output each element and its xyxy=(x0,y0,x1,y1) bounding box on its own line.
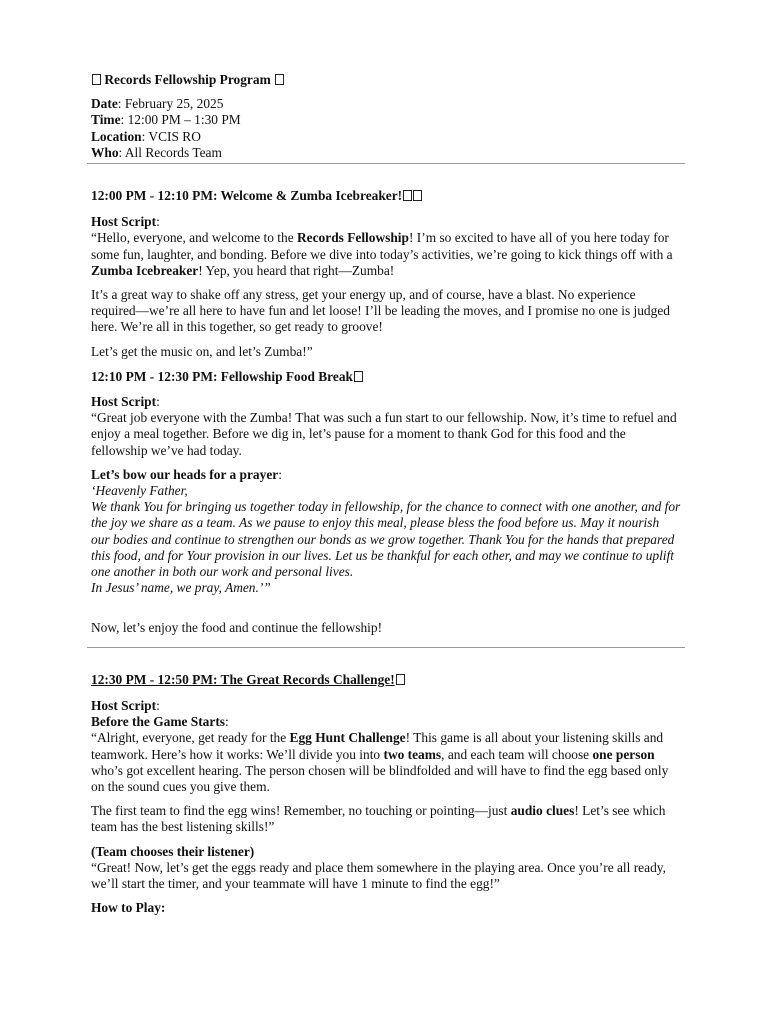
prayer-body: We thank You for bringing us together today in fellowship, for the chance to connect with one another, and for the joy we share as a team. As we pause to enjoy this meal, please bless the food before us. May it nourish our bodies and continue to strengthen our bonds as we grow together. Thank You for the hands that prepared this food, and for Your provision in our lives. Let us be thankful for each other, and may we continue to uplift one another in both our work and personal lives. xyxy=(91,499,681,580)
paragraph: “Great! Now, let’s get the eggs ready and place them somewhere in the playing area. Once you’re all ready, we’ll start the timer, and your teammate will have 1 minute to find the egg!” xyxy=(91,859,666,891)
paragraph: The first team to find the egg wins! Remember, no touching or pointing—just audio clues! Let’s see which team has the best listening skills!” xyxy=(91,803,666,835)
prayer-line: In Jesus’ name, we pray, Amen.’” xyxy=(91,580,271,596)
location-line: Location: VCIS RO xyxy=(91,128,201,144)
paragraph: Let’s get the music on, and let’s Zumba!” xyxy=(91,343,313,359)
divider xyxy=(87,163,685,164)
divider xyxy=(87,647,685,648)
paragraph: It’s a great way to shake off any stress, get your energy up, and of course, have a blast. No experience required—we’re all here to have fun and let loose! I’ll be leading the moves, and I promise no one is judged here. We’re all in this together, so get ready to groove! xyxy=(91,287,670,335)
placeholder-glyph-icon xyxy=(403,190,412,201)
team-label: (Team chooses their listener) xyxy=(91,843,255,859)
paragraph: “Hello, everyone, and welcome to the Records Fellowship! I’m so excited to have all of you here today for some fun, laughter, and bonding. Before we dive into today’s activities, we’re going to kick things off with a Zumba Icebreaker! Yep, you heard that right—Zumba! xyxy=(91,230,673,278)
how-to-play-label: How to Play: xyxy=(91,900,166,916)
who-line: Who: All Records Team xyxy=(91,144,222,160)
section-heading: 12:00 PM - 12:10 PM: Welcome & Zumba Icebreaker! xyxy=(91,188,681,204)
host-script-label: Host Script: xyxy=(91,214,160,230)
host-script-label: Host Script: xyxy=(91,697,160,713)
event-details xyxy=(91,96,681,161)
placeholder-glyph-icon xyxy=(396,674,405,685)
placeholder-glyph-icon xyxy=(413,190,422,201)
paragraph: “Great job everyone with the Zumba! That was such a fun start to our fellowship. Now, it’s time to refuel and enjoy a meal together. Before we dig in, let’s pause for a moment to thank God for this food and the fellowship we’ve had today. xyxy=(91,410,677,458)
placeholder-glyph-icon xyxy=(92,74,101,85)
date-line: Date: February 25, 2025 xyxy=(91,96,224,112)
host-script-label: Host Script: xyxy=(91,394,160,410)
section-heading: 12:30 PM - 12:50 PM: The Great Records Challenge! xyxy=(91,672,681,688)
paragraph: “Alright, everyone, get ready for the Egg Hunt Challenge! This game is all about your listening skills and teamwork. Here’s how it works: We’ll divide you into two teams, and each team will choose one person who’s got excellent hearing. The person chosen will be blindfolded and will have to find the egg based only on the sound cues you give them. xyxy=(91,730,669,794)
placeholder-glyph-icon xyxy=(354,371,363,382)
document-page xyxy=(91,72,681,916)
time-line: Time: 12:00 PM – 1:30 PM xyxy=(91,112,241,128)
placeholder-glyph-icon xyxy=(275,74,284,85)
section-heading: 12:10 PM - 12:30 PM: Fellowship Food Break xyxy=(91,369,681,385)
document-title: Records Fellowship Program xyxy=(91,72,681,88)
before-game-label: Before the Game Starts: xyxy=(91,714,229,730)
prayer-label: Let’s bow our heads for a prayer: xyxy=(91,466,282,482)
paragraph: Now, let’s enjoy the food and continue the fellowship! xyxy=(91,620,383,636)
prayer-line: ‘Heavenly Father, xyxy=(91,483,188,499)
